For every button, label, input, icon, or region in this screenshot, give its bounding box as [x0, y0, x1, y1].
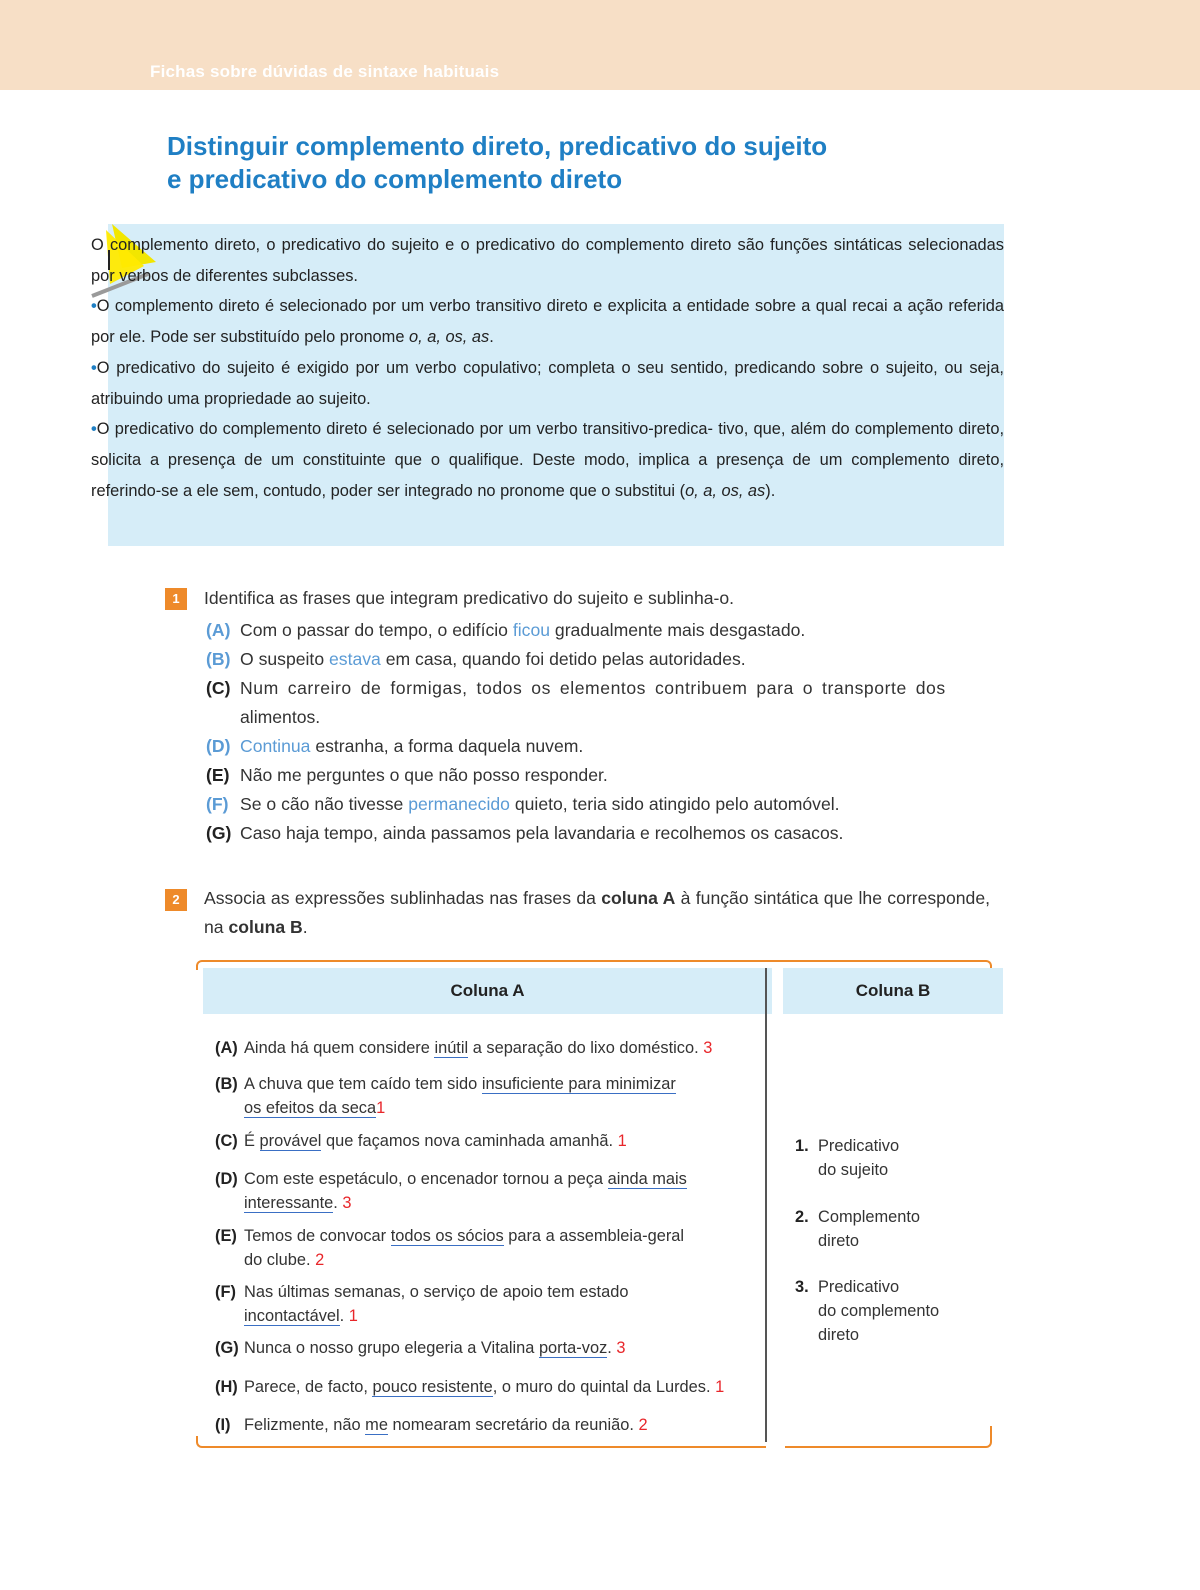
info-bullet-1-text: O complemento direto é selecionado por um verbo transitivo direto e explicita a entidade sobre a qual recai a ação referida por ele. Pode ser substituído pelo pronome: [91, 297, 1004, 347]
column-b-item-3: [795, 1275, 995, 1347]
row-continued: [215, 1191, 760, 1215]
item-verb: Continua: [240, 736, 311, 756]
item-label: (B): [206, 649, 231, 669]
option-text: Predicativo: [818, 1137, 900, 1155]
column-a-row-h: [215, 1375, 760, 1399]
info-bullet-3-text: O predicativo do complemento direto é selecionado por um verbo transitivo-predica- tivo, que, além do complemento direto, solicita a presença de um constituinte que o qualifique. Deste modo, implica a presença de um complemento direto, referindo-se a ele sem, contudo, poder ser integrado no pronome que o substitui (: [91, 420, 1004, 500]
row-text: nomearam secretário da reunião.: [387, 1416, 634, 1434]
exercise-1-item-a: [206, 616, 1006, 645]
option-text-continued: do complemento: [818, 1302, 940, 1320]
prompt-bold: coluna A: [601, 888, 676, 908]
row-text: a separação do lixo doméstico.: [468, 1039, 699, 1057]
row-text: .: [607, 1339, 612, 1357]
column-b-item-1: [795, 1134, 995, 1182]
item-text: Com o passar do tempo, o edifício: [240, 620, 513, 640]
underlined-expression: incontactável: [244, 1307, 340, 1325]
answer-number: 3: [342, 1194, 352, 1212]
prompt-bold: coluna B: [228, 917, 303, 937]
column-a-row-e: [215, 1224, 760, 1272]
option-number: 3.: [795, 1278, 809, 1296]
row-label: (F): [215, 1283, 236, 1301]
info-bullet-2: [91, 353, 1004, 414]
info-bullet-2-text: O predicativo do sujeito é exigido por um verbo copulativo; completa o seu sentido, predicando sobre o sujeito, ou seja, atribuindo uma propriedade ao sujeito.: [91, 358, 1004, 408]
row-text: do clube.: [244, 1251, 311, 1269]
info-bullet-1-end: .: [489, 328, 494, 347]
item-label: (A): [206, 620, 231, 640]
row-text: , o muro do quintal da Lurdes.: [492, 1378, 711, 1396]
underlined-expression: porta-voz: [538, 1339, 608, 1357]
page-title-line-1: Distinguir complemento direto, predicativo do sujeito: [167, 131, 828, 161]
item-text: estranha, a forma daquela nuvem.: [310, 736, 584, 756]
underlined-expression: me: [365, 1416, 388, 1434]
bullet-icon: •: [91, 358, 97, 377]
exercise-1-item-d: [206, 732, 1006, 761]
exercise-2-prompt: [204, 884, 990, 942]
column-a-row-i: [215, 1413, 760, 1437]
prompt-text: à função sintática que lhe corresponde, na: [204, 888, 990, 937]
header-title: Fichas sobre dúvidas de sintaxe habituais: [150, 62, 500, 81]
info-intro: O complemento direto, o predicativo do sujeito e o predicativo do complemento direto são funções sintáticas selecionadas por verbos de diferentes subclasses.: [91, 236, 1004, 285]
info-bullet-1-pronouns: o, a, os, as: [409, 328, 490, 347]
row-text: A chuva que tem caído tem sido: [244, 1075, 482, 1093]
item-verb: permanecido: [408, 794, 510, 814]
underlined-expression: pouco resistente: [372, 1378, 493, 1396]
prompt-text: .: [302, 917, 308, 937]
underlined-expression: interessante: [244, 1194, 334, 1212]
info-bullet-1: [91, 291, 1004, 352]
row-text: que façamos nova caminhada amanhã.: [321, 1132, 614, 1150]
option-text: Predicativo: [818, 1278, 900, 1296]
row-label: (G): [215, 1339, 239, 1357]
row-text: Nas últimas semanas, o serviço de apoio tem estado: [244, 1283, 629, 1301]
row-label: (A): [215, 1039, 238, 1057]
answer-number: 3: [703, 1039, 713, 1057]
item-text: O suspeito: [240, 649, 329, 669]
column-a-row-g: [215, 1336, 760, 1360]
row-label: (B): [215, 1075, 238, 1093]
column-b-header: Coluna B: [783, 968, 1003, 1014]
exercise-1-item-e: [206, 761, 1006, 790]
underlined-expression: provável: [259, 1132, 322, 1150]
answer-number: 1: [715, 1378, 725, 1396]
table-frame-bottom-left: [196, 1436, 766, 1448]
row-continued: [215, 1096, 760, 1120]
row-text: Nunca o nosso grupo elegeria a Vitalina: [244, 1339, 539, 1357]
info-bullet-3-end: ).: [765, 481, 776, 500]
exercise-2-number: 2: [165, 889, 187, 911]
item-text: em casa, quando foi detido pelas autoridades.: [380, 649, 746, 669]
option-text-continued: direto: [818, 1326, 860, 1344]
option-text-continued: direto: [818, 1232, 860, 1250]
item-label: (D): [206, 736, 231, 756]
item-verb: estava: [329, 649, 381, 669]
exercise-1-item-b: [206, 645, 1006, 674]
row-text: .: [339, 1307, 345, 1325]
underlined-expression: os efeitos da seca: [244, 1099, 377, 1117]
answer-number: 1: [376, 1099, 386, 1117]
column-a-row-c: [215, 1129, 760, 1153]
item-text: quieto, teria sido atingido pelo automóvel.: [509, 794, 840, 814]
info-bullet-3-pronouns: o, a, os, as: [685, 481, 766, 500]
item-text: Não me perguntes o que não posso responder.: [240, 765, 608, 785]
exercise-1-number: 1: [165, 588, 187, 610]
item-verb: ficou: [512, 620, 551, 640]
option-number: 1.: [795, 1137, 809, 1155]
page-title: [167, 130, 1067, 196]
row-label: (E): [215, 1227, 237, 1245]
option-text-continued: do sujeito: [818, 1161, 889, 1179]
answer-number: 2: [315, 1251, 325, 1269]
info-text: [91, 230, 1004, 506]
underlined-expression: todos os sócios: [390, 1227, 504, 1245]
exercise-1-prompt: Identifica as frases que integram predicativo do sujeito e sublinha-o.: [204, 588, 735, 608]
item-text: Num carreiro de formigas, todos os elementos contribuem para o transporte dos: [240, 678, 946, 698]
item-text: Caso haja tempo, ainda passamos pela lavandaria e recolhemos os casacos.: [240, 823, 844, 843]
row-label: (D): [215, 1170, 238, 1188]
underlined-expression: ainda mais: [607, 1170, 687, 1188]
column-a-row-b: [215, 1072, 760, 1120]
underlined-expression: insuficiente para minimizar: [481, 1075, 676, 1093]
column-a-header: Coluna A: [203, 968, 772, 1014]
row-text: Com este espetáculo, o encenador tornou a peça: [244, 1170, 608, 1188]
answer-number: 1: [348, 1307, 358, 1325]
exercise-1-item-g: [206, 819, 1006, 848]
row-text: Ainda há quem considere: [244, 1039, 435, 1057]
item-label: (C): [206, 678, 231, 698]
column-a-row-f: [215, 1280, 760, 1328]
option-number: 2.: [795, 1208, 809, 1226]
row-text: Temos de convocar: [244, 1227, 391, 1245]
underlined-expression: inútil: [434, 1039, 469, 1057]
info-bullet-3: [91, 414, 1004, 506]
column-a-row-a: [215, 1036, 760, 1060]
bullet-icon: •: [91, 420, 97, 439]
row-label: (H): [215, 1378, 238, 1396]
column-divider: [765, 968, 767, 1442]
exercise-1-item-f: [206, 790, 1006, 819]
row-text: para a assembleia-geral: [503, 1227, 685, 1245]
row-label: (I): [215, 1416, 231, 1434]
page-title-line-2: e predicativo do complemento direto: [167, 164, 623, 194]
row-label: (C): [215, 1132, 238, 1150]
row-text: Parece, de facto,: [244, 1378, 373, 1396]
row-continued: [215, 1248, 760, 1272]
row-text: É: [244, 1132, 260, 1150]
column-a-row-d: [215, 1167, 760, 1215]
answer-number: 3: [616, 1339, 626, 1357]
item-label: (G): [206, 823, 232, 843]
item-text: gradualmente mais desgastado.: [550, 620, 806, 640]
row-text: .: [333, 1194, 338, 1212]
row-continued: [215, 1304, 760, 1328]
item-label: (F): [206, 794, 229, 814]
item-text-continued: alimentos.: [240, 707, 321, 727]
exercise-1-item-c: [206, 674, 990, 732]
row-text: Felizmente, não: [244, 1416, 366, 1434]
option-text: Complemento: [818, 1208, 921, 1226]
answer-number: 2: [638, 1416, 648, 1434]
item-label: (E): [206, 765, 230, 785]
answer-number: 1: [617, 1132, 627, 1150]
item-text: Se o cão não tivesse: [240, 794, 409, 814]
prompt-text: Associa as expressões sublinhadas nas frases da: [204, 888, 602, 908]
column-b-item-2: [795, 1205, 995, 1253]
bullet-icon: •: [91, 297, 97, 316]
table-frame-bottom-right: [785, 1426, 992, 1448]
